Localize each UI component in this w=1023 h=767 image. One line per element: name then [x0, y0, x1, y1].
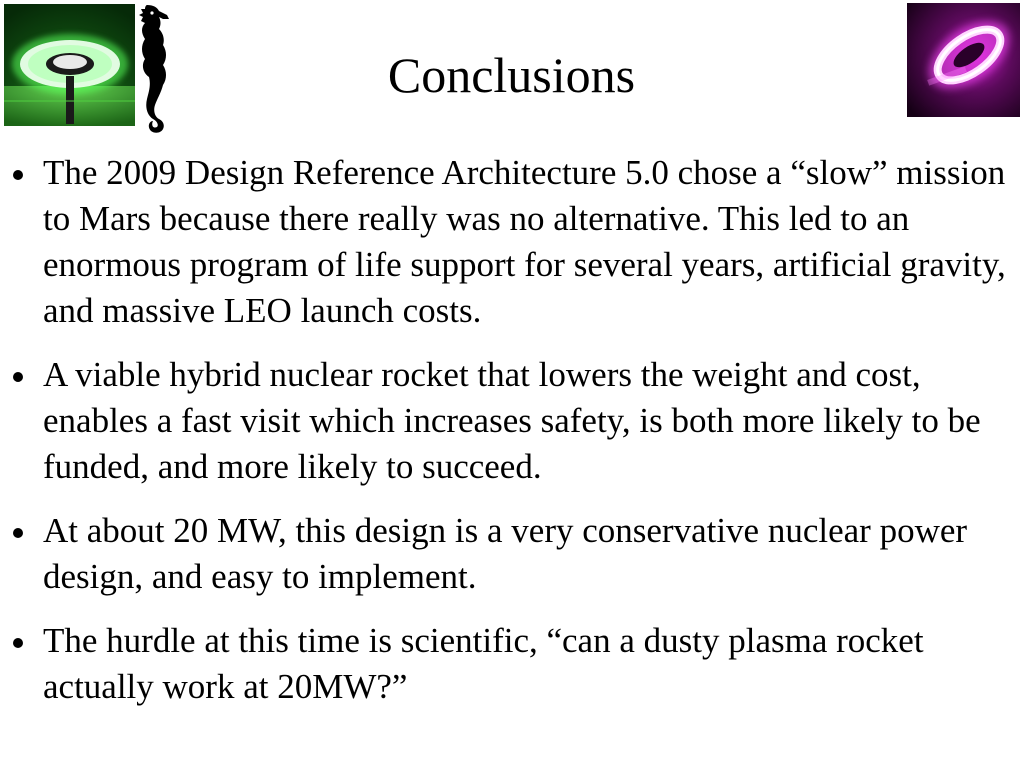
- bullet-dot-icon: [13, 170, 23, 180]
- bullet-text: The hurdle at this time is scientific, “can a dusty plasma rocket actually work at 20MW?”: [43, 621, 924, 706]
- bullet-text: The 2009 Design Reference Architecture 5.0 chose a “slow” mission to Mars because there really was no alternative. This led to an enormous program of life support for several years, artificial gravity, and massive LEO launch costs.: [43, 153, 1006, 330]
- bullet-dot-icon: [13, 638, 23, 648]
- bullet-dot-icon: [13, 372, 23, 382]
- slide-title: Conclusions: [387, 47, 636, 103]
- bullet-item: [0, 618, 1023, 710]
- bullet-item: [0, 508, 1023, 600]
- bullet-dot-icon: [13, 528, 23, 538]
- bullet-list: [0, 150, 1023, 728]
- bullet-item: [0, 150, 1023, 334]
- bullet-text: A viable hybrid nuclear rocket that lowers the weight and cost, enables a fast visit which increases safety, is both more likely to be funded, and more likely to succeed.: [43, 355, 981, 486]
- bullet-text: At about 20 MW, this design is a very conservative nuclear power design, and easy to implement.: [43, 511, 968, 596]
- bullet-item: [0, 352, 1023, 490]
